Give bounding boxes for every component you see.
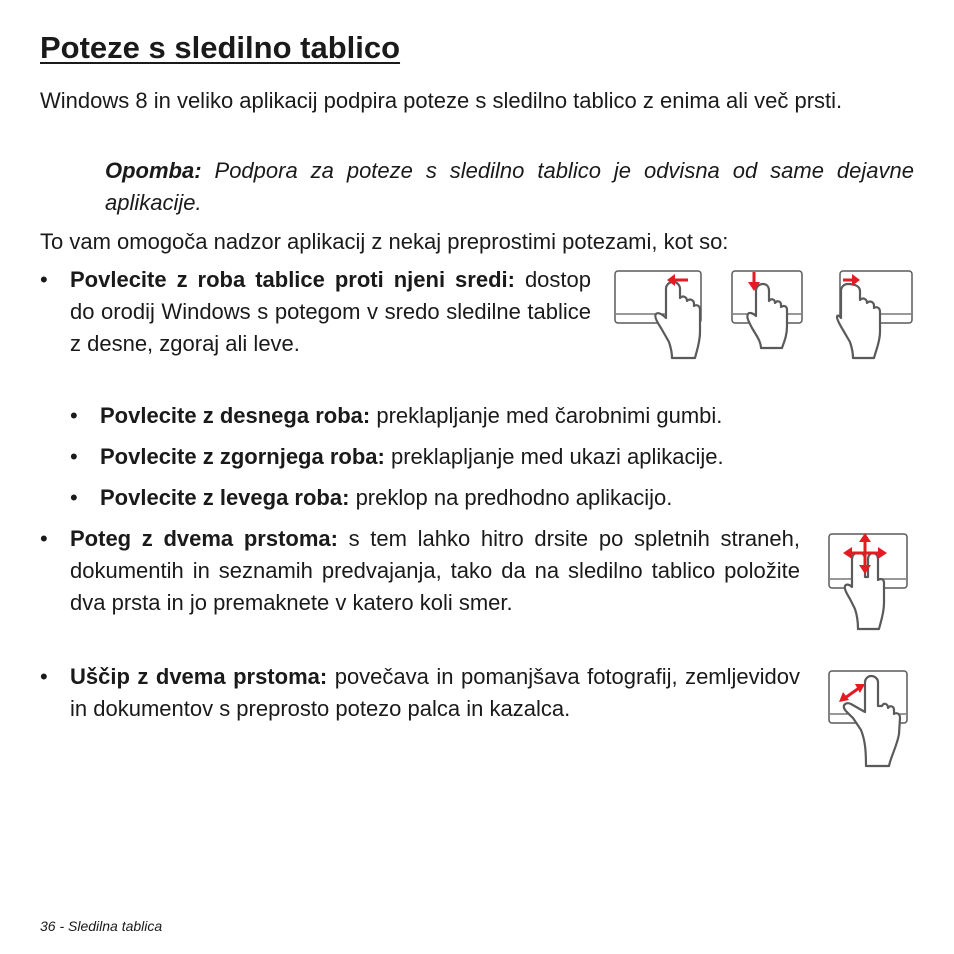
note-text: Podpora za poteze s sledilno tablico je odvisna od same dejavne aplikacije.: [105, 158, 914, 215]
note-label: Opomba:: [105, 158, 202, 183]
gesture-two-finger-scroll-label: Poteg z dvema prstoma:: [70, 526, 338, 551]
bullet-marker: •: [40, 664, 48, 689]
gesture-two-finger-scroll-text: s tem lahko hitro drsite po spletnih straneh, dokumentih in seznamih predvajanja, tako da na sledilno tablico položite dva prsta in jo premaknete v katero koli smer.: [70, 526, 800, 615]
gesture-edge-swipe-text: dostop do orodij Windows s potegom v sredo sledilne tablice z desne, zgoraj ali leve.: [70, 267, 591, 356]
gesture-pinch-label: Uščip z dvema prstoma:: [70, 664, 328, 689]
gesture-pinch: [70, 661, 800, 725]
touchpad-swipe-left-edge-icon: [838, 270, 914, 360]
gesture-pinch-text: povečava in pomanjšava fotografij, zemljevidov in dokumentov s preprosto potezo palca in kazalca.: [70, 664, 800, 721]
touchpad-pinch-icon: [827, 670, 909, 768]
sub-item-label: Povlecite z zgornjega roba:: [100, 444, 385, 469]
bullet-marker: •: [70, 444, 78, 469]
sub-item-top-edge: [100, 441, 724, 473]
lead-text: To vam omogoča nadzor aplikacij z nekaj preprostimi potezami, kot so:: [40, 229, 729, 254]
bullet-marker: •: [40, 267, 48, 292]
sub-item-text: preklapljanje med ukazi aplikacije.: [390, 444, 724, 469]
touchpad-swipe-top-edge-icon: [730, 270, 806, 350]
gesture-two-finger-scroll: [70, 523, 800, 619]
touchpad-swipe-right-edge-icon: [613, 270, 705, 360]
sub-item-right-edge: [100, 400, 722, 432]
sub-item-label: Povlecite z levega roba:: [100, 485, 350, 510]
gesture-edge-swipe: [70, 264, 591, 360]
page-footer: 36 - Sledilna tablica: [40, 918, 163, 934]
sub-item-left-edge: [100, 482, 672, 514]
bullet-marker: •: [70, 485, 78, 510]
bullet-marker: •: [70, 403, 78, 428]
touchpad-two-finger-scroll-icon: [827, 533, 909, 631]
bullet-marker: •: [40, 526, 48, 551]
sub-item-label: Povlecite z desnega roba:: [100, 403, 371, 428]
gesture-edge-swipe-label: Povlecite z roba tablice proti njeni sredi:: [70, 267, 515, 292]
note: [105, 155, 914, 219]
sub-item-text: preklop na predhodno aplikacijo.: [355, 485, 673, 510]
sub-item-text: preklapljanje med čarobnimi gumbi.: [376, 403, 723, 428]
page-title: Poteze s sledilno tablico: [40, 30, 401, 65]
intro-paragraph: Windows 8 in veliko aplikacij podpira poteze s sledilno tablico z enima ali več prsti.: [40, 88, 843, 113]
